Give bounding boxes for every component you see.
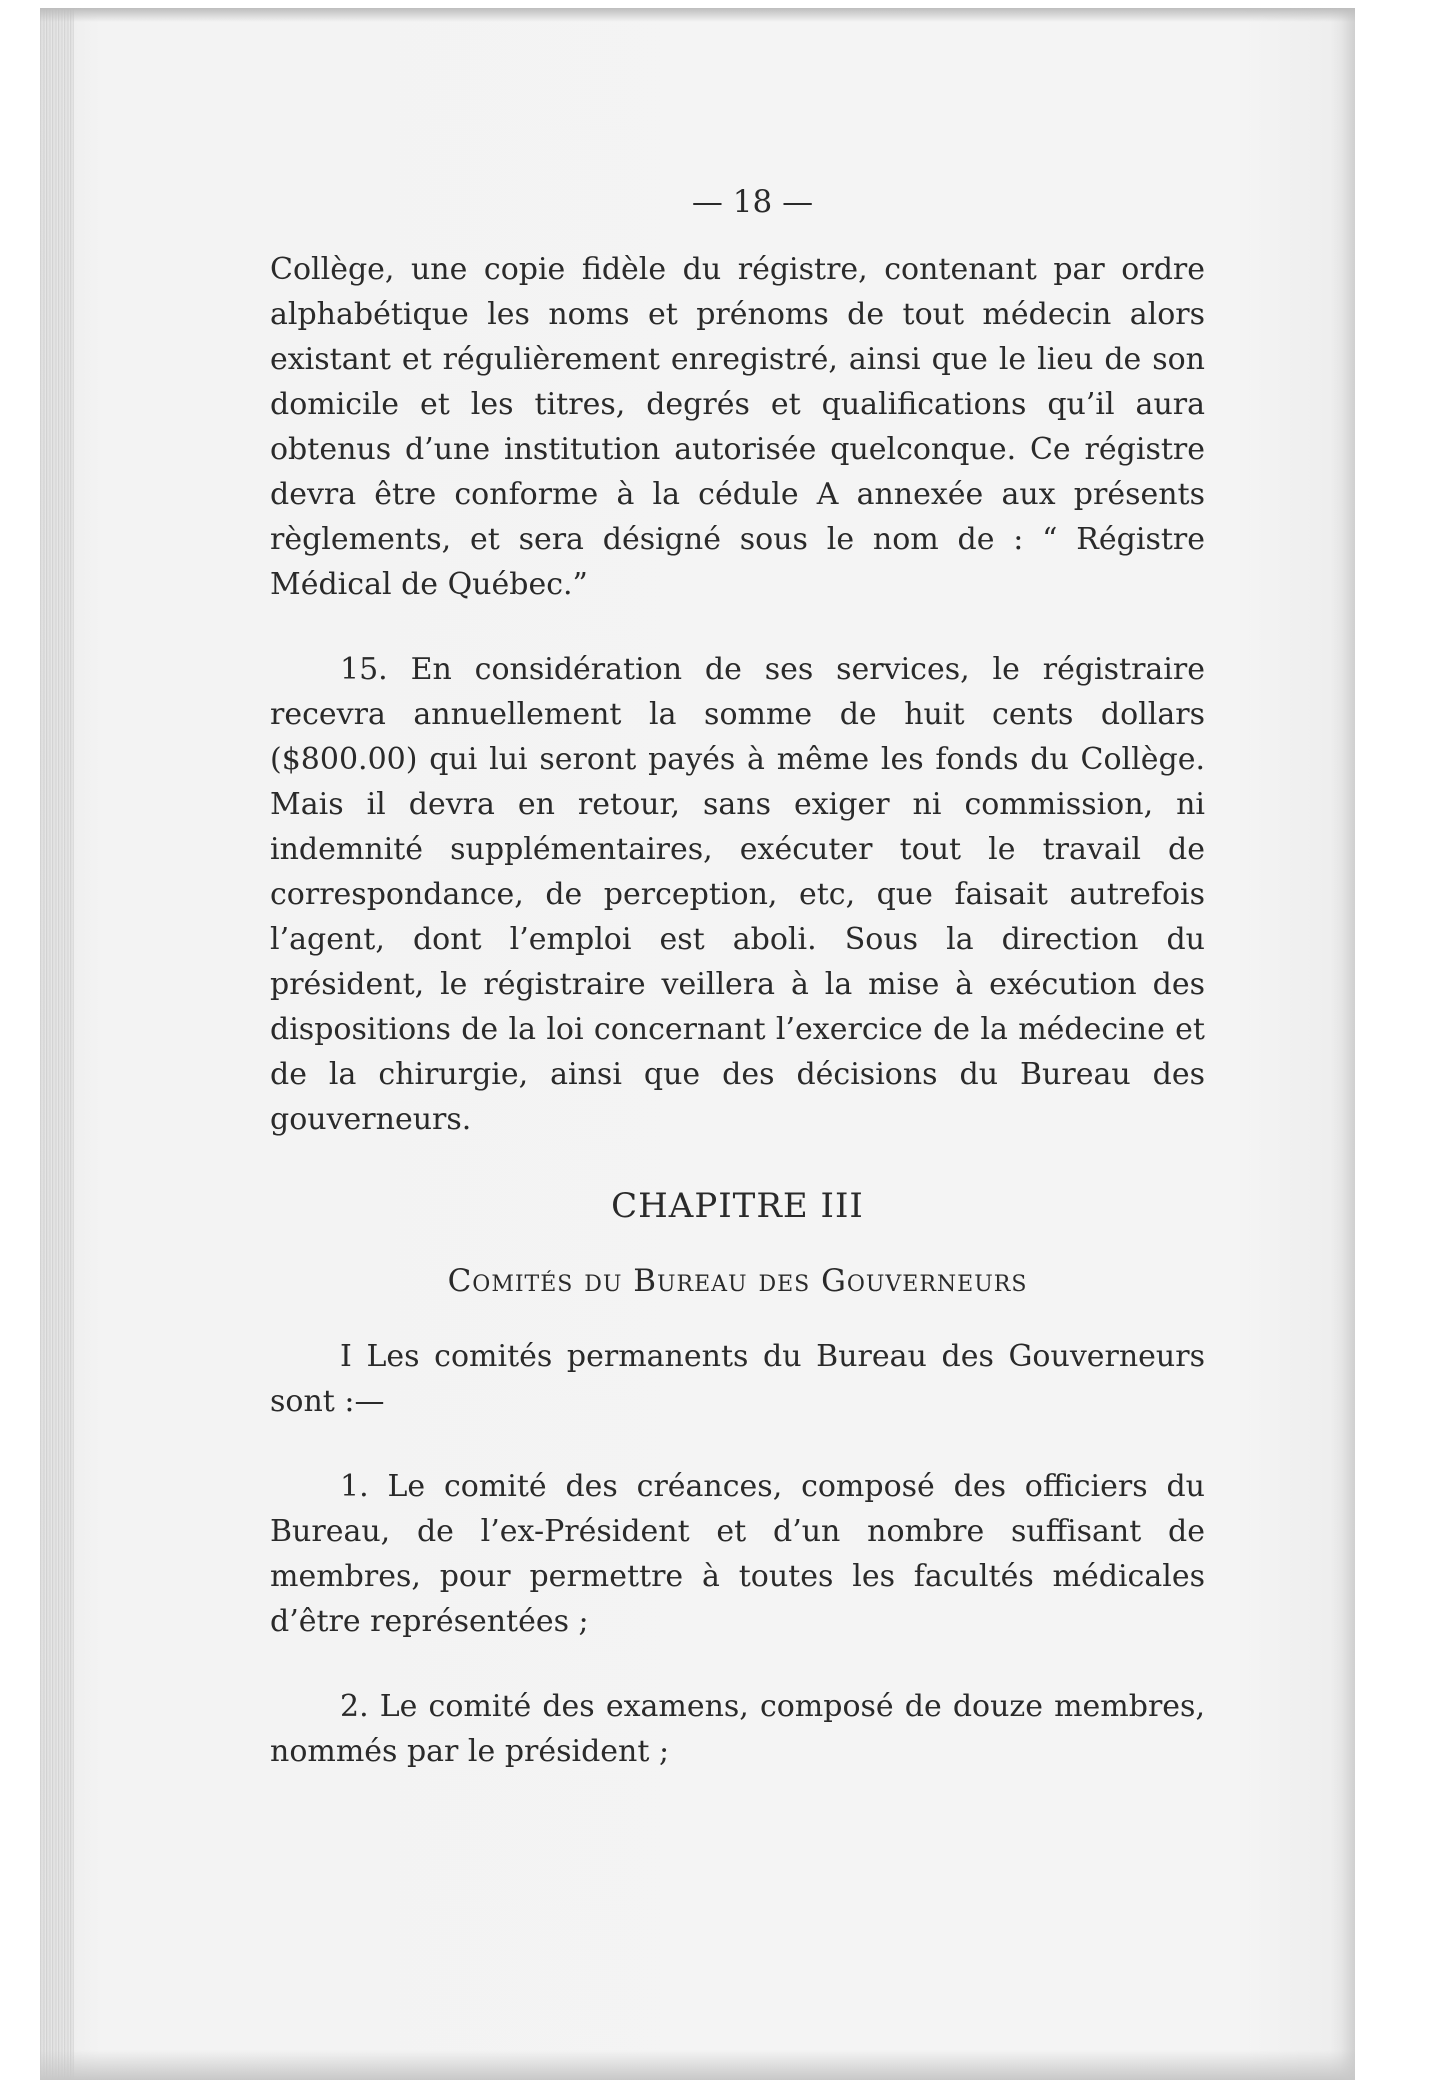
continuation-paragraph: Collège, une copie fidèle du régistre, contenant par ordre alphabétique les noms et prénoms de tout médecin alors existant et régulièrement enregistré, ainsi que le lieu de son domicile et les titres, degrés et qualifications qu’il aura obtenus d’une institution autorisée quelconque. Ce régistre devra être conforme à la cédule A annexée aux présents règlements, et sera désigné sous le nom de : “ Régistre Médical de Québec.” — [270, 252, 1205, 602]
chapter-title: Comités du Bureau des Gouverneurs — [447, 1263, 1028, 1299]
article-15-paragraph: 15. En considération de ses services, le régistraire recevra annuellement la somme de huit cents dollars ($800.00) qui lui seront payés à même les fonds du Collège. Mais il devra en retour, sans exiger ni commission, ni indemnité supplémentaires, exécuter tout le travail de correspondance, de perception, etc, que faisait autrefois l’agent, dont l’emploi est aboli. Sous la direction du président, le régistraire veillera à la mise à exécution des dispositions de la loi concernant l’exercice de la médecine et de la chirurgie, ainsi que des décisions du Bureau des gouverneurs. — [270, 652, 1205, 1137]
committees-intro: I Les comités permanents du Bureau des Gouverneurs sont :— — [270, 1339, 1205, 1419]
chapter-heading: CHAPITRE III — [611, 1186, 864, 1226]
committee-item-2: 2. Le comité des examens, composé de douze membres, nommés par le président ; — [270, 1689, 1205, 1769]
page-text-block — [270, 180, 1205, 1774]
page-bottom-shadow — [40, 2050, 1355, 2080]
page-right-edge — [1341, 8, 1355, 2080]
page-top-shadow — [40, 8, 1355, 22]
page-binding-edge — [40, 8, 74, 2080]
page-number: — 18 — — [691, 184, 814, 220]
committee-item-1: 1. Le comité des créances, composé des officiers du Bureau, de l’ex-Président et d’un nombre suffisant de membres, pour permettre à toutes les facultés médicales d’être représentées ; — [270, 1469, 1205, 1639]
